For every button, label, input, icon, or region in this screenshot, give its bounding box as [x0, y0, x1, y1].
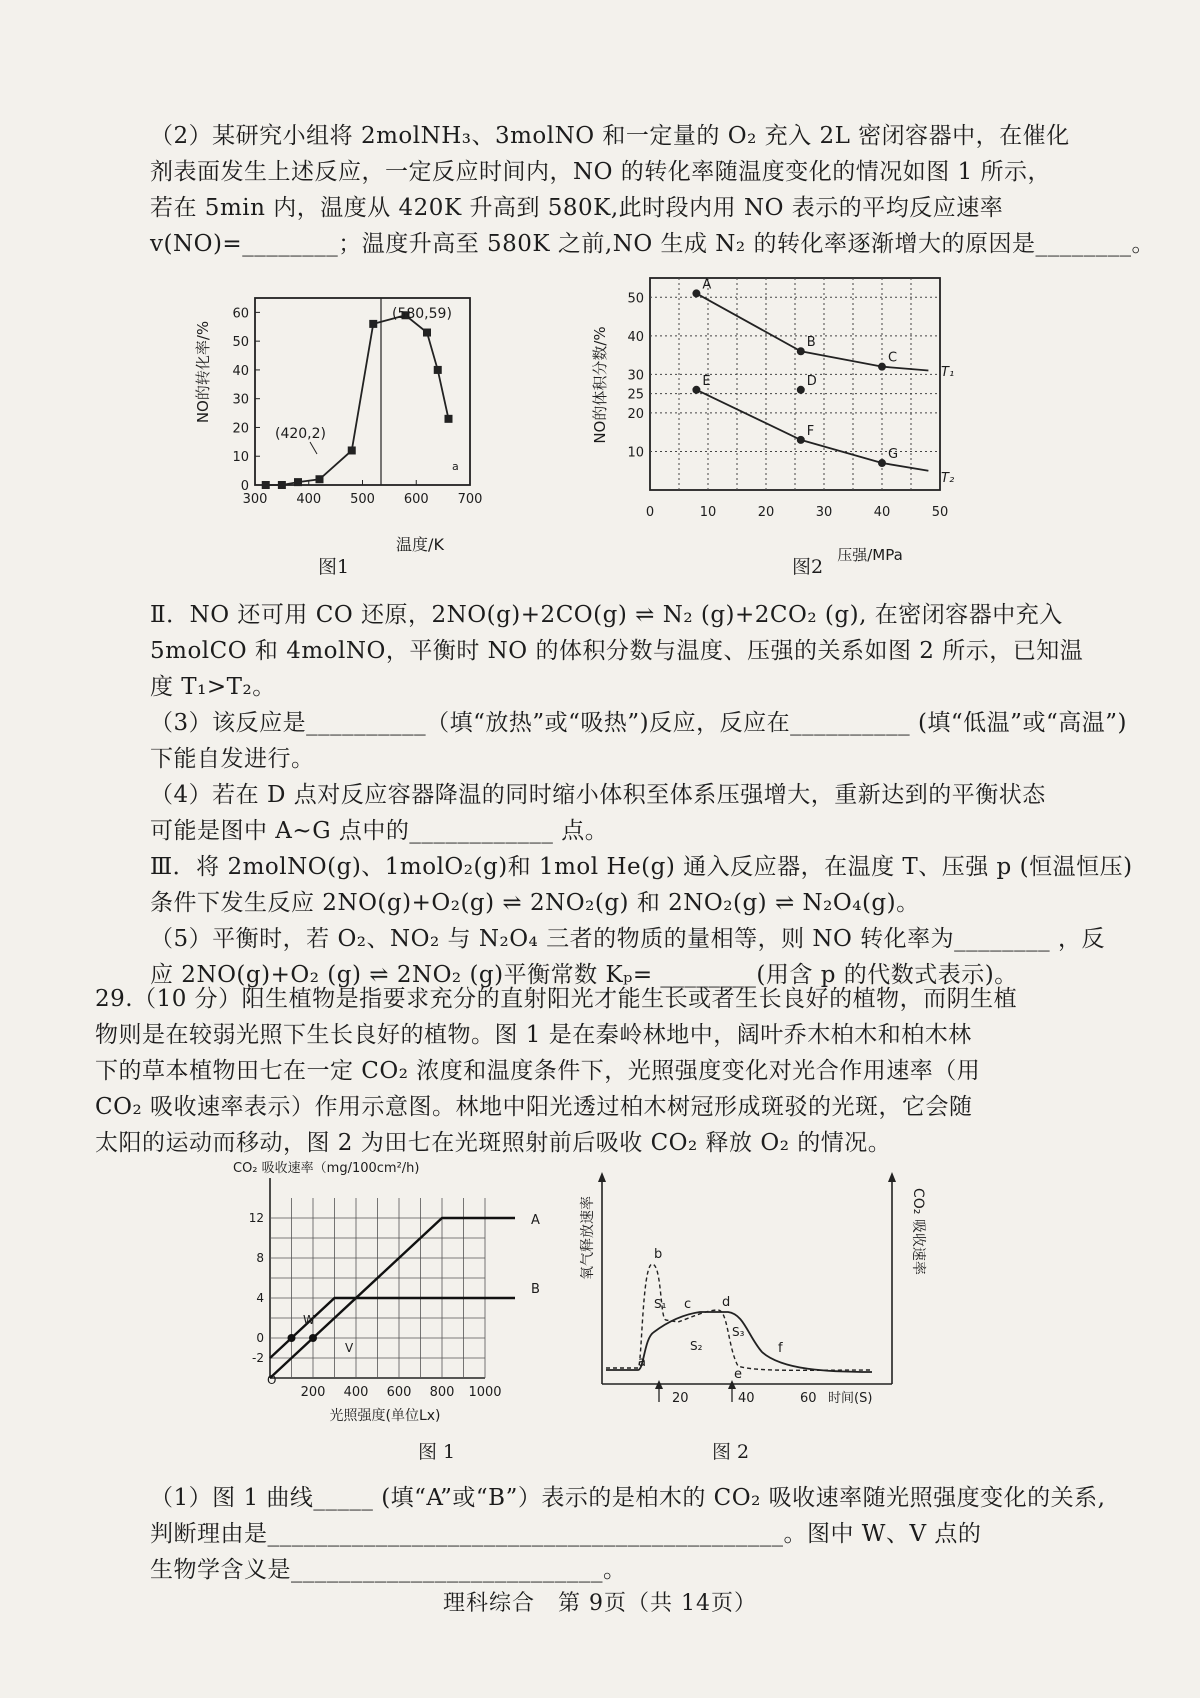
- annotation-420: (420,2): [275, 426, 327, 442]
- point-v: [309, 1334, 317, 1342]
- x-tick-20: 20: [672, 1391, 689, 1406]
- text-line: 下能自发进行。: [150, 746, 315, 772]
- y-tick-label: 20: [627, 406, 644, 422]
- area-s1: S₁: [654, 1297, 667, 1311]
- text-line: 生物学含义是__________________________。: [150, 1557, 627, 1583]
- text-line: （2）某研究小组将 2molNH₃、3molNO 和一定量的 O₂ 充入 2L 密闭容器中，在催化: [150, 123, 1070, 149]
- text-line: 度 T₁>T₂。: [150, 674, 276, 700]
- part-2-3-text: [150, 597, 1133, 993]
- data-point: [369, 320, 377, 328]
- data-point: [262, 481, 270, 489]
- bio-figure-1-caption: 图 1: [418, 1441, 456, 1463]
- x-tick-label: 40: [873, 505, 891, 520]
- x-tick-60: 60: [800, 1391, 817, 1406]
- point-label-c: C: [888, 350, 898, 366]
- y-tick-label: 40: [232, 363, 249, 379]
- point-label-g: G: [888, 447, 899, 463]
- curve-label-t2: T₂: [941, 471, 955, 486]
- point-d: [797, 386, 805, 394]
- point-label-f: F: [806, 423, 815, 439]
- point-g: [878, 459, 886, 467]
- x-axis-label: 温度/K: [396, 535, 444, 554]
- curve-point-f: f: [778, 1341, 783, 1356]
- bio-figure-2-caption: 图 2: [712, 1441, 750, 1463]
- text-line: 条件下发生反应 2NO(g)+O₂(g) ⇌ 2NO₂(g) 和 2NO₂(g) ⇌ N₂O₄(g)。: [150, 890, 920, 916]
- curve-label-t1: T₁: [941, 365, 955, 380]
- x-axis-label: 压强/MPa: [837, 546, 903, 564]
- x-axis-label: 光照强度(单位Lx): [329, 1408, 441, 1424]
- page-footer: 理科综合 第 9页（共 14页）: [443, 1591, 757, 1616]
- point-label-d: D: [806, 373, 817, 389]
- curve-point-a: a: [638, 1355, 646, 1370]
- y-tick-label: 40: [627, 329, 644, 345]
- data-point: [445, 415, 453, 423]
- y-tick-label: 30: [232, 392, 249, 408]
- bio-figure-1-chart: [225, 1158, 560, 1428]
- text-line: Ⅲ．将 2molNO(g)、1molO₂(g)和 1mol He(g) 通入反应器，在温度 T、压强 p (恒温恒压): [150, 854, 1133, 880]
- point-e: [692, 386, 700, 394]
- x-tick-label: 400: [343, 1385, 369, 1400]
- question-29-1-text: [150, 1480, 1106, 1588]
- x-tick-label: 50: [931, 505, 949, 520]
- data-point: [423, 329, 431, 337]
- y-tick-label: 4: [256, 1291, 264, 1305]
- right-axis-arrow: [888, 1172, 896, 1182]
- question-29-text: [95, 981, 1055, 1161]
- y-tick-label: 0: [240, 479, 249, 494]
- text-line: 若在 5min 内，温度从 420K 升高到 580K,此时段内用 NO 表示的平均反应速率: [150, 195, 1004, 221]
- x-tick-label: 400: [296, 492, 322, 507]
- line-label-a: A: [531, 1213, 540, 1228]
- point-f: [797, 436, 805, 444]
- x-tick-label: 300: [242, 492, 268, 507]
- x-tick-40: 40: [738, 1391, 755, 1406]
- curve-point-b: b: [654, 1247, 663, 1262]
- data-point: [316, 475, 324, 483]
- figure-2-caption: 图2: [792, 556, 824, 578]
- line-label-b: B: [531, 1282, 540, 1297]
- text-line: 物则是在较弱光照下生长良好的植物。图 1 是在秦岭林地中，阔叶乔木柏木和柏木林: [95, 1022, 972, 1048]
- point-label-w: W: [303, 1313, 315, 1327]
- x-tick-label: 600: [403, 492, 429, 507]
- x-tick-label: 1000: [468, 1385, 502, 1400]
- text-line: Ⅱ．NO 还可用 CO 还原，2NO(g)+2CO(g) ⇌ N₂ (g)+2CO₂ (g), 在密闭容器中充入: [150, 602, 1063, 628]
- text-line: 应 2NO(g)+O₂ (g) ⇌ 2NO₂ (g)平衡常数 Kₚ= ________(用含 p 的代数式表示)。: [150, 962, 1018, 988]
- text-line: 下的草本植物田七在一定 CO₂ 浓度和温度条件下，光照强度变化对光合作用速率（用: [95, 1058, 981, 1084]
- point-label-v: V: [345, 1341, 354, 1355]
- y-tick-label: 50: [232, 335, 249, 351]
- text-line: 剂表面发生上述反应，一定反应时间内，NO 的转化率随温度变化的情况如图 1 所示，: [150, 159, 1052, 185]
- text-line: 29.（10 分）阳生植物是指要求充分的直射阳光才能生长或者生长良好的植物，而阴生植: [95, 986, 1018, 1012]
- y-tick-label: 30: [627, 368, 644, 384]
- y-tick-label: 10: [232, 450, 249, 466]
- x-tick-label: 500: [350, 492, 375, 507]
- area-s2: S₂: [690, 1339, 703, 1353]
- text-line: v(NO)=________；温度升高至 580K 之前,NO 生成 N₂ 的转化率逐渐增大的原因是________。: [150, 231, 1155, 257]
- point-label-e: E: [702, 373, 711, 389]
- y-axis-label: CO₂ 吸收速率（mg/100cm²/h): [233, 1161, 420, 1176]
- y-tick-label: 10: [627, 445, 644, 461]
- data-point: [434, 366, 442, 374]
- data-point: [348, 446, 356, 454]
- text-line: 可能是图中 A~G 点中的____________ 点。: [150, 818, 609, 844]
- text-line: （4）若在 D 点对反应容器降温的同时缩小体积至体系压强增大，重新达到的平衡状态: [150, 782, 1046, 808]
- annotation-580: (580,59): [392, 306, 452, 322]
- y-axis-label: NO的体积分数/%: [591, 326, 609, 444]
- left-y-label: 氧气释放速率: [580, 1196, 596, 1280]
- text-line: 太阳的运动而移动，图 2 为田七在光斑照射前后吸收 CO₂ 释放 O₂ 的情况。: [95, 1130, 892, 1156]
- origin-label: O: [267, 1373, 277, 1387]
- y-tick-label: 0: [256, 1331, 264, 1345]
- text-line: 判断理由是___________________________________________。图中 W、V 点的: [150, 1521, 982, 1547]
- y-axis-label: NO的转化率/%: [194, 320, 212, 424]
- text-line: （1）图 1 曲线_____ (填“A”或“B”）表示的是柏木的 CO₂ 吸收速率随光照强度变化的关系,: [150, 1485, 1106, 1511]
- y-tick-label: 20: [232, 421, 249, 437]
- text-line: （5）平衡时，若 O₂、NO₂ 与 N₂O₄ 三者的物质的量相等，则 NO 转化率为________ ，反: [150, 926, 1105, 952]
- annotation-arrow: [310, 442, 317, 454]
- left-axis-arrow: [598, 1172, 606, 1182]
- data-point: [294, 478, 302, 486]
- x-tick-label: 700: [457, 492, 483, 507]
- y-tick-label: 25: [627, 387, 644, 403]
- data-point: [278, 481, 286, 489]
- bio-figure-2-chart: [578, 1170, 926, 1406]
- y-tick-label: 12: [248, 1211, 264, 1225]
- area-s3: S₃: [732, 1325, 745, 1339]
- right-y-label: CO₂ 吸收速率: [910, 1188, 926, 1275]
- x-tick-label: 30: [815, 505, 833, 520]
- point-label-b: B: [806, 335, 816, 351]
- text-line: CO₂ 吸收速率表示）作用示意图。林地中阳光透过柏木树冠形成斑驳的光斑，它会随: [95, 1094, 973, 1120]
- figure-2-chart: [585, 270, 955, 565]
- x-tick-label: 10: [699, 505, 717, 520]
- y-tick-label: 8: [256, 1251, 264, 1265]
- y-tick-label: 60: [232, 306, 249, 322]
- corner-mark: a: [452, 460, 459, 473]
- figure-1-chart: [180, 270, 510, 570]
- x-axis-label: 时间(S): [828, 1391, 873, 1406]
- text-line: 5molCO 和 4molNO，平衡时 NO 的体积分数与温度、压强的关系如图 2 所示，已知温: [150, 638, 1084, 664]
- x-tick-label: 600: [386, 1385, 412, 1400]
- curve-point-c: c: [684, 1297, 692, 1312]
- curve-point-e: e: [734, 1367, 742, 1382]
- line-b: [270, 1298, 515, 1358]
- question-2-text: [150, 118, 1155, 262]
- x-tick-label: 0: [645, 505, 655, 520]
- curve-point-d: d: [722, 1295, 731, 1310]
- x-tick-label: 800: [429, 1385, 455, 1400]
- y-tick-label: 50: [627, 291, 644, 307]
- x-tick-label: 200: [300, 1385, 326, 1400]
- figure-1-caption: 图1: [318, 556, 350, 578]
- text-line: （3）该反应是__________（填“放热”或“吸热”)反应，反应在__________ (填“低温”或“高温”): [150, 710, 1127, 736]
- x-tick-label: 20: [757, 505, 775, 520]
- point-a: [692, 289, 700, 297]
- y-tick-label: -2: [252, 1351, 264, 1365]
- point-b: [797, 347, 805, 355]
- point-c: [878, 363, 886, 371]
- conversion-curve: [266, 315, 449, 485]
- point-label-a: A: [702, 277, 712, 293]
- point-w: [288, 1334, 296, 1342]
